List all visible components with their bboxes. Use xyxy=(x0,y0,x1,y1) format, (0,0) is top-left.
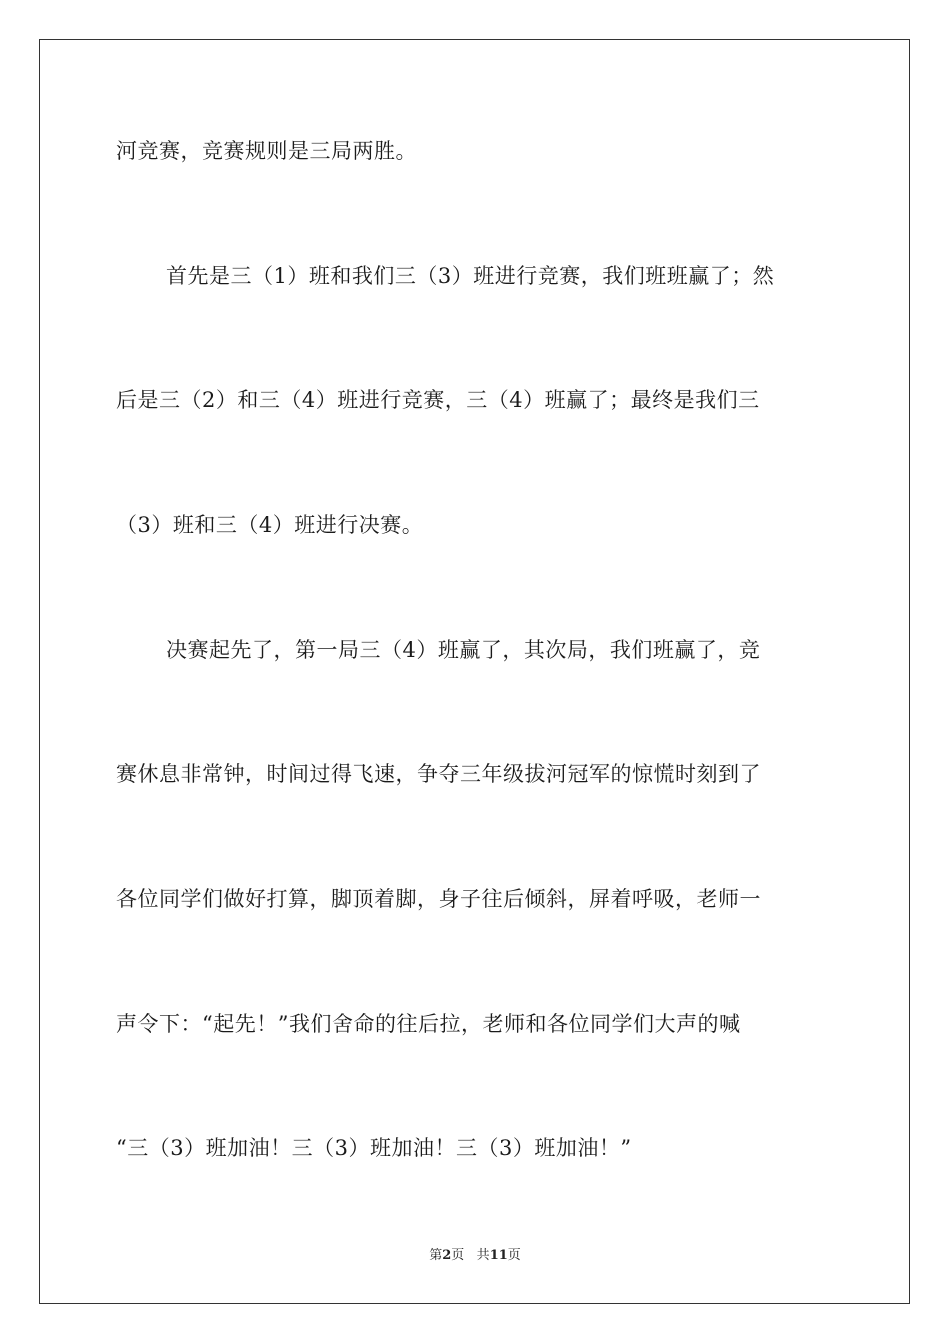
footer-total-prefix: 共 xyxy=(476,1248,490,1263)
text-line-9: “三（3）班加油！三（3）班加油！三（3）班加油！” xyxy=(116,1136,632,1160)
text-line-6: 赛休息非常钟，时间过得飞速，争夺三年级拔河冠军的惊慌时刻到了 xyxy=(116,762,761,786)
text-line-4: （3）班和三（4）班进行决赛。 xyxy=(116,513,424,537)
text-line-1: 河竞赛，竞赛规则是三局两胜。 xyxy=(116,139,417,163)
text-line-8: 声令下：“起先！”我们舍命的往后拉，老师和各位同学们大声的喊 xyxy=(116,1012,741,1036)
footer-page-suffix: 页 xyxy=(451,1248,465,1263)
footer-page-prefix: 第 xyxy=(429,1248,443,1263)
footer-total-suffix: 页 xyxy=(507,1248,521,1263)
footer-page-number: 2 xyxy=(442,1248,452,1263)
text-line-3: 后是三（2）和三（4）班进行竞赛，三（4）班赢了；最终是我们三 xyxy=(116,388,760,412)
page-border xyxy=(39,39,910,1304)
text-line-2: 首先是三（1）班和我们三（3）班进行竞赛，我们班班赢了；然 xyxy=(166,264,775,288)
text-line-7: 各位同学们做好打算，脚顶着脚，身子往后倾斜，屏着呼吸，老师一 xyxy=(116,887,761,911)
text-line-5: 决赛起先了，第一局三（4）班赢了，其次局，我们班赢了，竞 xyxy=(166,638,761,662)
footer-total-pages: 11 xyxy=(489,1248,508,1263)
page-footer xyxy=(0,1247,950,1265)
